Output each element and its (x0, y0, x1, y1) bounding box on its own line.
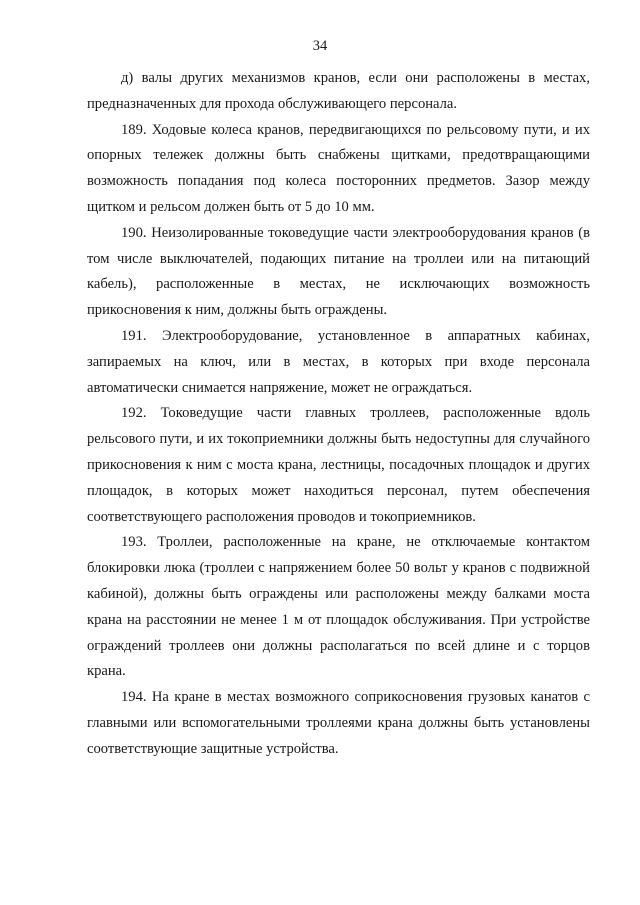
paragraph-191: 191. Электрооборудование, установленное в аппаратных кабинах, запираемых на ключ, или в местах, в которых при входе персонала автоматически снимается напряжение, может не ограждаться. (87, 327, 590, 396)
paragraph-190: 190. Неизолированные токоведущие части электрооборудования кранов (в том числе выключателей, подающих питание на троллеи или на питающий кабель), расположенные в местах, не исключающих возможность прикосновения к ним, должны быть ограждены. (87, 224, 590, 319)
document-body (87, 66, 590, 763)
paragraph-189: 189. Ходовые колеса кранов, передвигающихся по рельсовому пути, и их опорных тележек должны быть снабжены щитками, предотвращающими возможность попадания под колеса посторонних предметов. Зазор между щитком и рельсом должен быть от 5 до 10 мм. (87, 121, 590, 215)
paragraph-194: 194. На кране в местах возможного соприкосновения грузовых канатов с главными или вспомогательными троллеями крана должны быть установлены соответствующие защитные устройства. (87, 689, 590, 757)
paragraph-d: д) валы других механизмов кранов, если они расположены в местах, предназначенных для прохода обслуживающего персонала. (87, 70, 590, 112)
paragraph-193: 193. Троллеи, расположенные на кране, не отключаемые контактом блокировки люка (троллеи с напряжением более 50 вольт у кранов с подвижной кабиной), должны быть ограждены или расположены между балками моста крана на расстоянии не менее 1 м от площадок обслуживания. При устройстве ограждений троллеев они должны располагаться по всей длине и с торцов крана. (87, 534, 590, 680)
page-number: 34 (312, 38, 328, 54)
paragraph-192: 192. Токоведущие части главных троллеев, расположенные вдоль рельсового пути, и их токоприемники должны быть недоступны для случайного прикосновения к ним с моста крана, лестницы, посадочных площадок и других площадок, в которых может находиться персонал, путем обеспечения соответствующего расположения проводов и токоприемников. (87, 405, 590, 525)
